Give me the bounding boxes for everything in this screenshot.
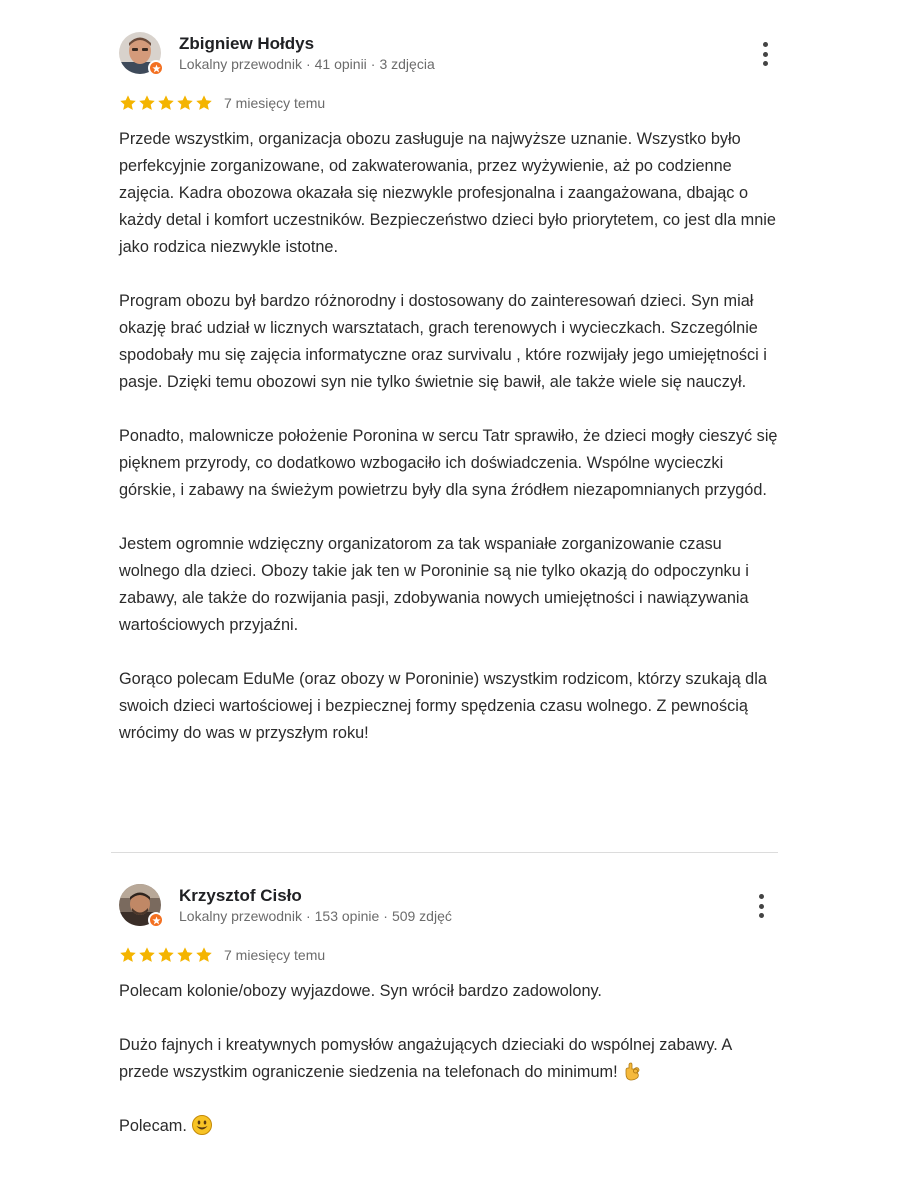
reviewer-reviews-count: 41 opinii <box>314 56 367 72</box>
review-paragraph: Dużo fajnych i kreatywnych pomysłów angażujących dzieciaki do wspólnej zabawy. A przede wszystkim ograniczenie siedzenia na telefonach do minimum! <box>119 1036 732 1081</box>
review-divider <box>111 852 778 853</box>
star-icon <box>176 94 194 112</box>
star-icon <box>176 946 194 964</box>
star-icon <box>157 946 175 964</box>
reviewer-photos-count: 3 zdjęcia <box>379 56 435 72</box>
reviewer-meta: Lokalny przewodnik · 153 opinie · 509 zdjęć <box>179 908 452 924</box>
review-paragraph: Program obozu był bardzo różnorodny i dostosowany do zainteresowań dzieci. Syn miał okazję brać udział w licznych warsztatach, grach terenowych i wycieczkach. Szczególnie spodobały mu się zajęcia informatyczne oraz survivalu , które rozwijały jego umiejętności i pasje. Dzięki temu obozowi syn nie tylko świetnie się bawił, ale także wiele się nauczył. <box>119 292 767 391</box>
reviewer-photos-count: 509 zdjęć <box>391 908 452 924</box>
avatar[interactable] <box>119 884 161 926</box>
review-time: 7 miesięcy temu <box>224 947 326 963</box>
review-paragraph: Polecam. <box>119 1113 779 1140</box>
review-card <box>119 884 779 1140</box>
avatar[interactable] <box>119 32 161 74</box>
review-paragraph: Gorąco polecam EduMe (oraz obozy w Poroninie) wszystkim rodzicom, którzy szukają dla swoich dzieci wartościowej i bezpiecznej formy spędzenia czasu wolnego. Z pewnością wrócimy do was w przyszłym roku! <box>119 670 767 742</box>
review-paragraph: Polecam kolonie/obozy wyjazdowe. Syn wrócił bardzo zadowolony. <box>119 982 602 1000</box>
star-icon <box>138 94 156 112</box>
local-guide-badge-icon <box>148 60 164 76</box>
reviewer-name[interactable]: Krzysztof Cisło <box>179 886 302 905</box>
more-options-icon[interactable] <box>755 892 767 920</box>
review-header <box>119 32 779 84</box>
reviewer-role: Lokalny przewodnik <box>179 908 302 924</box>
review-paragraph: Jestem ogromnie wdzięczny organizatorom za tak wspaniałe zorganizowanie czasu wolnego dla dzieci. Obozy takie jak ten w Poroninie są nie tylko okazją do odpoczynku i zabawy, ale także do rozwijania pasji, zdobywania nowych umiejętności i nawiązywania wartościowych przyjaźni. <box>119 535 749 634</box>
smiling-face-emoji-icon <box>191 1114 213 1136</box>
review-header <box>119 884 779 936</box>
review-text <box>119 978 779 1140</box>
reviewer-meta: Lokalny przewodnik · 41 opinii · 3 zdjęcia <box>179 56 435 72</box>
review-paragraph: Przede wszystkim, organizacja obozu zasługuje na najwyższe uznanie. Wszystko było perfekcyjnie zorganizowane, od zakwaterowania, przez wyżywienie, aż po codzienne zajęcia. Kadra obozowa okazała się niezwykle profesjonalna i zaangażowana, dbając o każdy detal i komfort uczestników. Bezpieczeństwo dzieci było priorytetem, co jest dla mnie jako rodzica niezwykle istotne. <box>119 130 776 256</box>
star-icon <box>195 946 213 964</box>
star-icon <box>119 946 137 964</box>
star-icon <box>119 94 137 112</box>
reviewer-name[interactable]: Zbigniew Hołdys <box>179 34 315 53</box>
star-icon <box>138 946 156 964</box>
star-rating <box>119 94 213 112</box>
review-card <box>119 32 779 747</box>
reviewer-reviews-count: 153 opinie <box>314 908 380 924</box>
ok-hand-emoji-icon <box>622 1060 644 1082</box>
review-paragraph: Ponadto, malownicze położenie Poronina w sercu Tatr sprawiło, że dzieci mogły cieszyć się pięknem przyrody, co dodatkowo wzbogaciło ich doświadczenia. Wspólne wycieczki górskie, i zabawy na świeżym powietrzu były dla syna źródłem niezapomnianych przygód. <box>119 427 778 499</box>
reviewer-role: Lokalny przewodnik <box>179 56 302 72</box>
star-icon <box>157 94 175 112</box>
review-text <box>119 126 779 747</box>
star-rating <box>119 946 213 964</box>
local-guide-badge-icon <box>148 912 164 928</box>
rating-row <box>119 92 779 114</box>
rating-row <box>119 944 779 966</box>
star-icon <box>195 94 213 112</box>
more-options-icon[interactable] <box>759 40 771 68</box>
review-time: 7 miesięcy temu <box>224 95 326 111</box>
